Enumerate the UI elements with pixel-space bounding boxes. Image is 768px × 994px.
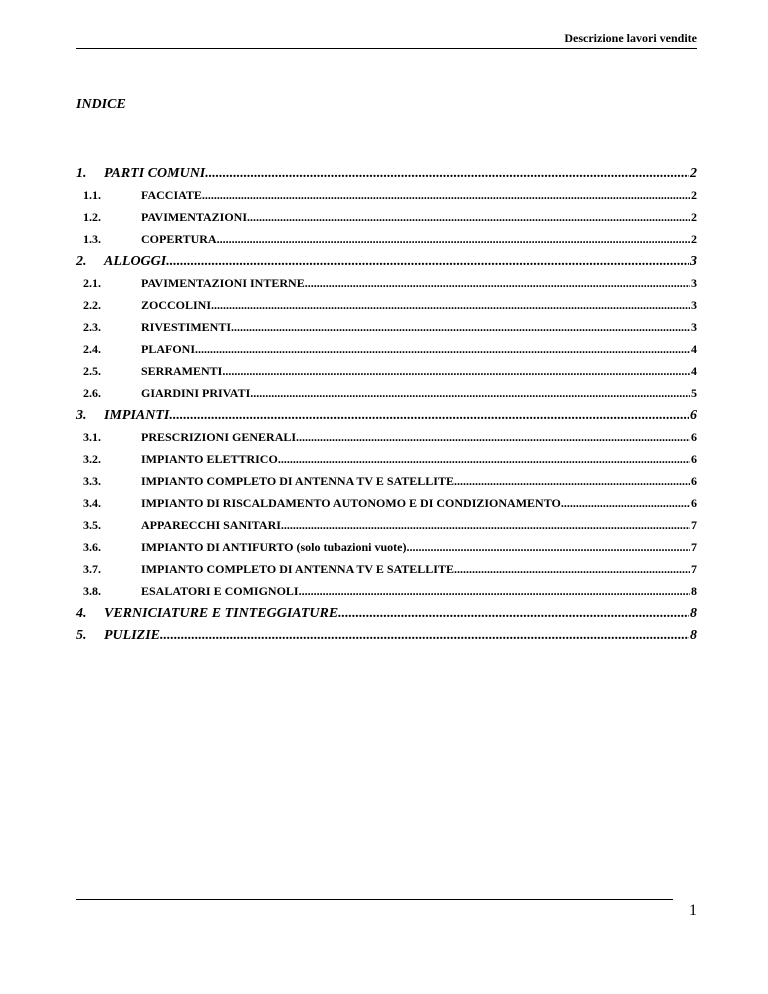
toc-entry-number: 3.4. xyxy=(83,496,101,510)
toc-entry-page: 6 xyxy=(690,408,697,423)
header-divider xyxy=(76,48,697,49)
toc-entry-number: 3.6. xyxy=(83,540,101,554)
toc-entry-page: 6 xyxy=(691,496,697,510)
toc-section-entry[interactable] xyxy=(76,408,697,424)
toc-entry-page: 6 xyxy=(691,474,697,488)
toc-subsection-entry[interactable] xyxy=(76,452,697,467)
toc-dot-leader xyxy=(211,298,690,313)
toc-entry-page: 2 xyxy=(691,232,697,246)
toc-dot-leader xyxy=(454,562,690,577)
toc-subsection-entry[interactable] xyxy=(76,188,697,203)
toc-entry-page: 3 xyxy=(691,320,697,334)
toc-entry-label: IMPIANTO ELETTRICO xyxy=(141,452,278,466)
running-header: Descrizione lavori vendite xyxy=(564,31,697,45)
toc-entry-number: 3.1. xyxy=(83,430,101,444)
toc-subsection-entry[interactable] xyxy=(76,320,697,335)
toc-entry-number: 1.2. xyxy=(83,210,101,224)
toc-entry-page: 2 xyxy=(691,210,697,224)
toc-entry-number: 3.2. xyxy=(83,452,101,466)
toc-entry-page: 8 xyxy=(691,584,697,598)
toc-entry-label: VERNICIATURE E TINTEGGIATURE xyxy=(104,606,339,621)
toc-entry-page: 4 xyxy=(691,364,697,378)
toc-section-entry[interactable] xyxy=(76,166,697,182)
toc-entry-label: IMPIANTO DI ANTIFURTO (solo tubazioni vuote) xyxy=(141,540,407,554)
toc-entry-label: ZOCCOLINI xyxy=(141,298,212,312)
toc-subsection-entry[interactable] xyxy=(76,540,697,555)
toc-entry-number: 3.3. xyxy=(83,474,101,488)
toc-entry-page: 6 xyxy=(691,452,697,466)
toc-dot-leader xyxy=(454,474,690,489)
toc-entry-number: 2.4. xyxy=(83,342,101,356)
toc-entry-label: SERRAMENTI xyxy=(141,364,223,378)
toc-dot-leader xyxy=(202,188,690,203)
toc-entry-label: GIARDINI PRIVATI xyxy=(141,386,251,400)
toc-entry-label: ALLOGGI xyxy=(104,254,167,269)
toc-entry-label: PARTI COMUNI xyxy=(104,166,206,181)
toc-dot-leader xyxy=(205,166,689,182)
toc-subsection-entry[interactable] xyxy=(76,474,697,489)
toc-entry-page: 7 xyxy=(691,518,697,532)
toc-entry-page: 6 xyxy=(691,430,697,444)
toc-entry-number: 4. xyxy=(76,606,87,621)
toc-entry-number: 3.8. xyxy=(83,584,101,598)
toc-entry-label: COPERTURA xyxy=(141,232,217,246)
toc-entry-number: 3. xyxy=(76,408,87,423)
toc-entry-number: 5. xyxy=(76,628,87,643)
toc-entry-page: 5 xyxy=(691,386,697,400)
toc-subsection-entry[interactable] xyxy=(76,364,697,379)
toc-dot-leader xyxy=(407,540,691,555)
toc-entry-label: ESALATORI E COMIGNOLI xyxy=(141,584,299,598)
toc-entry-label: PRESCRIZIONI GENERALI xyxy=(141,430,297,444)
toc-entry-label: PULIZIE xyxy=(104,628,160,643)
toc-subsection-entry[interactable] xyxy=(76,430,697,445)
toc-subsection-entry[interactable] xyxy=(76,342,697,357)
toc-dot-leader xyxy=(561,496,690,511)
toc-entry-number: 2.1. xyxy=(83,276,101,290)
toc-dot-leader xyxy=(305,276,690,291)
toc-entry-number: 3.7. xyxy=(83,562,101,576)
toc-section-entry[interactable] xyxy=(76,606,697,622)
toc-entry-number: 1.1. xyxy=(83,188,101,202)
toc-entry-number: 2.3. xyxy=(83,320,101,334)
toc-entry-label: IMPIANTO DI RISCALDAMENTO AUTONOMO E DI CONDIZIONAMENTO xyxy=(141,496,561,510)
toc-subsection-entry[interactable] xyxy=(76,210,697,225)
toc-dot-leader xyxy=(217,232,690,247)
toc-dot-leader xyxy=(195,342,690,357)
toc-entry-page: 7 xyxy=(691,562,697,576)
toc-dot-leader xyxy=(278,452,690,467)
toc-entry-number: 2.6. xyxy=(83,386,101,400)
toc-entry-page: 3 xyxy=(691,276,697,290)
toc-entry-label: PLAFONI xyxy=(141,342,195,356)
toc-entry-page: 2 xyxy=(690,166,697,181)
toc-dot-leader xyxy=(231,320,690,335)
toc-subsection-entry[interactable] xyxy=(76,518,697,533)
toc-entry-number: 3.5. xyxy=(83,518,101,532)
toc-entry-page: 2 xyxy=(691,188,697,202)
toc-dot-leader xyxy=(160,628,689,644)
toc-subsection-entry[interactable] xyxy=(76,562,697,577)
toc-section-entry[interactable] xyxy=(76,254,697,270)
toc-dot-leader xyxy=(247,210,690,225)
toc-dot-leader xyxy=(169,408,689,424)
toc-entry-label: FACCIATE xyxy=(141,188,202,202)
toc-entry-number: 2.5. xyxy=(83,364,101,378)
toc-entry-page: 7 xyxy=(691,540,697,554)
toc-subsection-entry[interactable] xyxy=(76,232,697,247)
toc-entry-number: 1.3. xyxy=(83,232,101,246)
toc-section-entry[interactable] xyxy=(76,628,697,644)
toc-dot-leader xyxy=(250,386,690,401)
toc-entry-label: IMPIANTO COMPLETO DI ANTENNA TV E SATELLITE xyxy=(141,474,454,488)
toc-entry-page: 8 xyxy=(690,628,697,643)
page-number: 1 xyxy=(689,902,697,919)
toc-dot-leader xyxy=(296,430,690,445)
toc-entry-page: 3 xyxy=(690,254,697,269)
toc-subsection-entry[interactable] xyxy=(76,496,697,511)
toc-entry-label: RIVESTIMENTI xyxy=(141,320,232,334)
toc-dot-leader xyxy=(281,518,690,533)
toc-entry-number: 2.2. xyxy=(83,298,101,312)
toc-dot-leader xyxy=(222,364,690,379)
toc-entry-label: APPARECCHI SANITARI xyxy=(141,518,281,532)
toc-entry-label: IMPIANTO COMPLETO DI ANTENNA TV E SATELLITE xyxy=(141,562,454,576)
toc-dot-leader xyxy=(299,584,690,599)
toc-subsection-entry[interactable] xyxy=(76,386,697,401)
toc-subsection-entry[interactable] xyxy=(76,276,697,291)
toc-dot-leader xyxy=(338,606,689,622)
toc-entry-number: 2. xyxy=(76,254,87,269)
toc-subsection-entry[interactable] xyxy=(76,298,697,313)
toc-entry-page: 3 xyxy=(691,298,697,312)
toc-entry-label: PAVIMENTAZIONI INTERNE xyxy=(141,276,305,290)
footer-divider xyxy=(76,899,673,900)
toc-entry-page: 8 xyxy=(690,606,697,621)
toc-entry-page: 4 xyxy=(691,342,697,356)
index-title: INDICE xyxy=(76,97,126,112)
toc-subsection-entry[interactable] xyxy=(76,584,697,599)
toc-dot-leader xyxy=(166,254,689,270)
toc-entry-label: PAVIMENTAZIONI xyxy=(141,210,248,224)
toc-entry-number: 1. xyxy=(76,166,87,181)
toc-entry-label: IMPIANTI xyxy=(104,408,170,423)
